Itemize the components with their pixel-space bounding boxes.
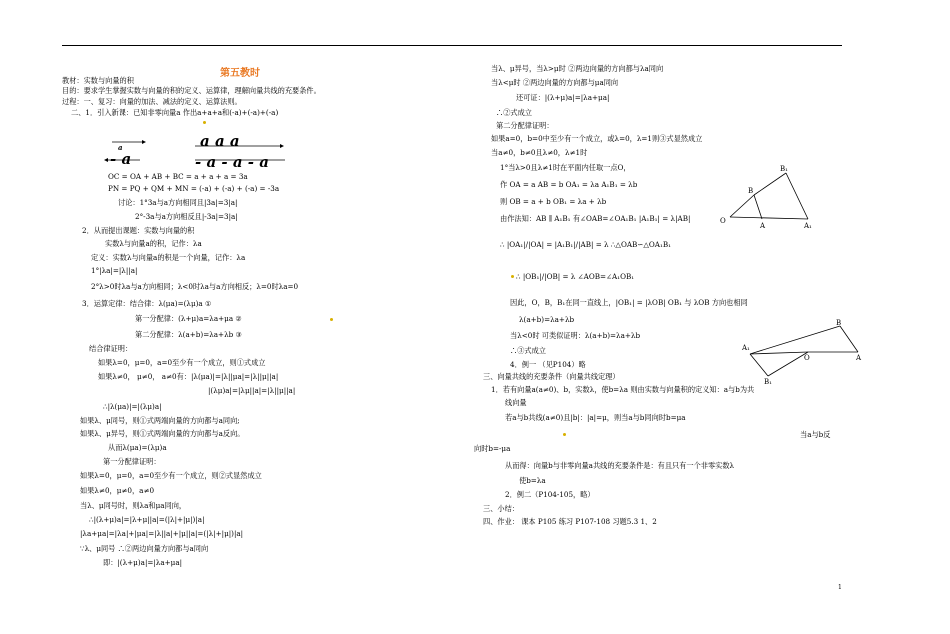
right-line: 如果a=0，b=0中至少有一个成立，或λ=0，λ=1则③式显然成立 xyxy=(491,134,703,143)
left-line: |(λμ)a|=|λμ||a|=|λ||μ||a| xyxy=(208,386,296,395)
page-title: 第五教时 xyxy=(220,68,260,79)
left-line: 3．运算定律：结合律：λ(μa)=(λμ)a ① xyxy=(82,299,212,308)
left-line: 如果λ≠0， μ≠0， a≠0有：|λ(μa)|=|λ||μa|=|λ||μ||a| xyxy=(98,372,279,381)
triangle-diagram-1 xyxy=(720,165,820,235)
svg-text:O: O xyxy=(720,217,726,225)
left-line: 第二分配律：λ(a+b)=λa+λb ③ xyxy=(135,330,242,339)
left-line: 讨论：1°3a与a方向相同且|3a|=3|a| xyxy=(118,198,238,207)
right-line: 作 OA = a AB = b OA₁ = λa A₁B₁ = λb xyxy=(500,180,638,189)
svg-text:A: A xyxy=(856,354,862,362)
right-line: 由作法知：AB ∥ A₁B₁ 有∠OAB=∠OA₁B₁ |A₁B₁| = λ|AB| xyxy=(500,214,691,223)
left-line: 目的：要求学生掌握实数与向量的积的定义、运算律，理解向量共线的充要条件。 xyxy=(62,86,321,95)
right-line: 当λ、μ异号，当λ>μ时 ②两边向量的方向都与λa同向 xyxy=(491,64,664,73)
svg-text:O: O xyxy=(804,354,810,362)
right-line: ∴ |OB₁|/|OB| = λ ∠AOB=∠A₁OB₁ xyxy=(516,272,635,281)
svg-text:B₁: B₁ xyxy=(780,165,788,173)
left-line: 2°-3a与a方向相反且|-3a|=3|a| xyxy=(135,212,238,221)
left-line: 如果λ≠0，μ≠0，a≠0 xyxy=(80,486,155,495)
left-line: 2°λ>0时λa与a方向相同；λ<0时λa与a方向相反；λ=0时λa=0 xyxy=(91,282,299,291)
left-line: 结合律证明： xyxy=(89,344,133,353)
left-line: 2．从而提出课题：实数与向量的积 xyxy=(82,226,195,235)
right-line: ∴③式成立 xyxy=(510,346,546,355)
right-line: 线向量 xyxy=(505,398,527,407)
left-line: 实数λ与向量a的积，记作：λa xyxy=(105,239,202,248)
left-line: 从而λ(μa)=(λμ)a xyxy=(108,443,167,452)
left-line: 1°|λa|=|λ||a| xyxy=(91,266,138,275)
right-line: 第二分配律证明： xyxy=(496,121,554,130)
right-line: 若a与b共线(a≠0)且|b|：|a|=μ，则当a与b同向时b=μa xyxy=(505,413,686,422)
left-line: 过程：一、复习：向量的加法、减法的定义、运算法则。 xyxy=(62,97,242,106)
right-line: 因此，O，B，B₁在同一直线上，|OB₁| = |λOB| OB₁ 与 λOB 方向也相同 xyxy=(510,298,748,307)
left-line: 二、1．引入新课：已知非零向量a 作出a+a+a和(-a)+(-a)+(-a) xyxy=(71,108,279,117)
right-line: 还可证：|(λ+μ)a|=|λa+μa| xyxy=(516,93,610,102)
right-line: 则 OB = a + b OB₁ = λa + λb xyxy=(500,197,607,206)
left-line: 定义：实数λ与向量a的积是一个向量，记作：λa xyxy=(91,253,246,262)
left-line: 如果λ=0，μ=0，a=0至少有一个成立，则②式显然成立 xyxy=(80,471,262,480)
highlight-dot xyxy=(563,433,566,436)
left-line: ∴|(λ+μ)a|=|λ+μ||a|=(|λ|+|μ|)|a| xyxy=(89,515,205,524)
svg-text:A₁: A₁ xyxy=(804,222,812,230)
left-line: 教材：实数与向量的积 xyxy=(62,76,134,85)
right-line: 当a≠0，b≠0且λ≠0，λ≠1时 xyxy=(491,148,588,157)
left-line: ∴|λ(μa)|=|(λμ)a| xyxy=(103,402,162,411)
left-line: OC = OA + AB + BC = a + a + a = 3a xyxy=(108,172,248,181)
right-line: λ(a+b)=λa+λb xyxy=(519,315,575,324)
right-line: 三、小结： xyxy=(483,504,519,513)
left-line: 如果λ、μ同号，则①式两端向量的方向都与a同向; xyxy=(80,416,240,425)
left-line: 第一分配律：(λ+μ)a=λa+μa ② xyxy=(135,314,242,323)
vector-a-label: a xyxy=(118,143,123,152)
header-rule xyxy=(62,45,842,46)
right-line: 使b=λa xyxy=(519,476,546,485)
right-line: 当λ<μ时 ②两边向量的方向都与μa同向 xyxy=(491,78,619,87)
right-line: 四、作业： 课本 P105 练习 P107-108 习题5.3 1、2 xyxy=(483,517,657,526)
right-line: 1°当λ>0且λ≠1时在平面内任取一点O， xyxy=(500,163,631,172)
right-line: 向时b=-μa xyxy=(474,444,511,453)
right-line: 1．若有向量a(a≠0)、b，实数λ，使b=λa 则由实数与向量积的定义知：a与b为共 xyxy=(491,385,755,394)
left-line: 如果λ、μ异号，则①式两端向量的方向都与a反向。 xyxy=(80,429,245,438)
svg-text:A₁: A₁ xyxy=(742,344,750,352)
right-line: 4．例一 （见P104）略 xyxy=(510,360,586,369)
left-line: 第一分配律证明： xyxy=(103,457,161,466)
vector-row2-label: - a - a - a xyxy=(195,153,269,171)
right-line: ∴ |OA₁|/|OA| = |A₁B₁|/|AB| = λ ∴△OAB∽△OA₁B₁ xyxy=(500,240,671,249)
left-line: 即：|(λ+μ)a|=|λa+μa| xyxy=(103,558,183,567)
vector-row1-label: a a a xyxy=(200,132,240,150)
right-line: 当λ<0时 可类似证明：λ(a+b)=λa+λb xyxy=(510,331,641,340)
right-line: 从而得：向量b与非零向量a共线的充要条件是：有且只有一个非零实数λ xyxy=(505,461,735,470)
vector-minus-a-label: - a xyxy=(110,150,132,168)
triangle-diagram-2 xyxy=(740,319,870,386)
right-line: 三、向量共线的充要条件（向量共线定理） xyxy=(483,372,620,381)
left-line: 如果λ=0，μ=0，a=0至少有一个成立，则①式成立 xyxy=(98,358,266,367)
left-line: ∵λ、μ同号 ∴②两边向量方向都与a同向 xyxy=(80,544,209,553)
svg-text:A: A xyxy=(760,222,766,230)
left-line: 当λ、μ同号时，则λa和μa同向， xyxy=(80,501,187,510)
highlight-dot xyxy=(330,318,333,321)
right-line: 2．例二（P104-105，略） xyxy=(505,490,595,499)
left-line: |λa+μa|=|λa|+|μa|=|λ||a|+|μ||a|=(|λ|+|μ|)|a| xyxy=(80,529,244,538)
highlight-dot xyxy=(511,275,514,278)
left-line: PN = PQ + QM + MN = (-a) + (-a) + (-a) = -3a xyxy=(108,184,280,193)
right-line: 当a与b反 xyxy=(800,430,831,439)
svg-text:B: B xyxy=(836,319,842,327)
svg-text:B: B xyxy=(748,187,754,195)
right-line: ∴②式成立 xyxy=(496,108,532,117)
page-number: 1 xyxy=(838,584,842,591)
svg-text:B₁: B₁ xyxy=(764,378,772,386)
highlight-dot xyxy=(203,121,206,124)
